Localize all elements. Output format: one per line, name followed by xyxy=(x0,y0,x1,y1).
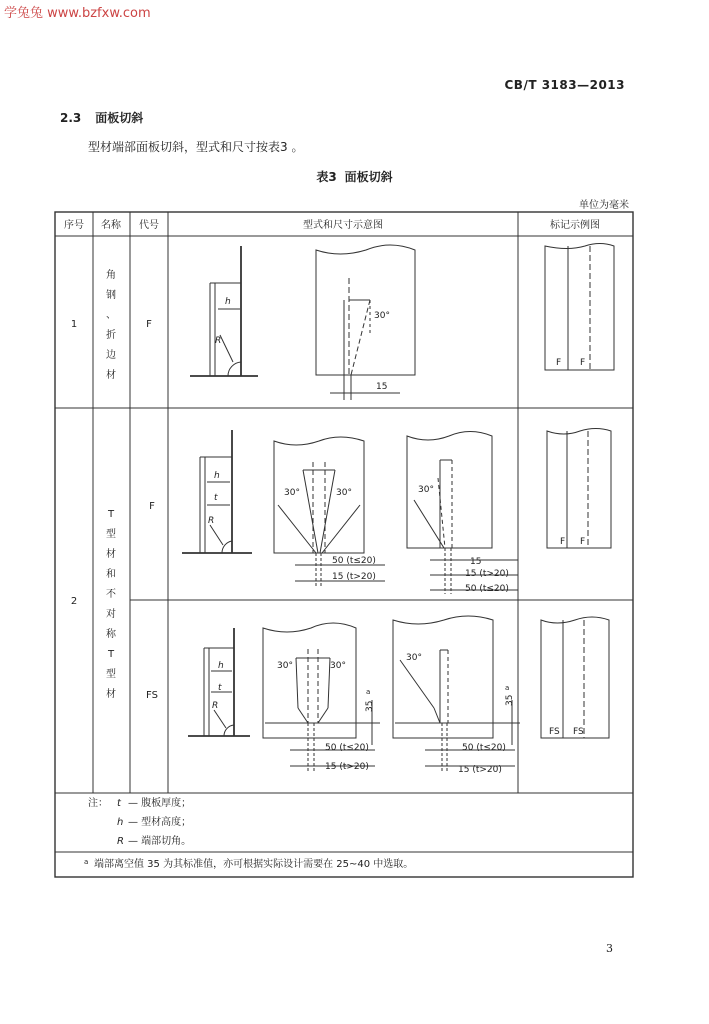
label-dim50: 50 (t≤20) xyxy=(462,743,506,753)
footnote-marker: a xyxy=(366,688,371,696)
row1-name-char: 、 xyxy=(106,310,116,321)
header-code: 代号 xyxy=(139,220,159,231)
label-r: R xyxy=(208,516,215,526)
header-seq: 序号 xyxy=(64,220,84,231)
label-30deg: 30° xyxy=(277,661,293,671)
section-title: 面板切斜 xyxy=(95,111,144,125)
label-dim15: 15 xyxy=(376,382,388,392)
label-r: R xyxy=(215,336,222,346)
row1-mark-f: F xyxy=(556,358,562,368)
label-30deg: 30° xyxy=(418,485,434,495)
row2-name-char: 材 xyxy=(106,689,116,700)
label-r: R xyxy=(212,701,219,711)
label-dim15gt: 15 (t>20) xyxy=(465,569,509,579)
row2-fs-t-section xyxy=(188,628,250,736)
label-dim35: 35 xyxy=(365,700,375,712)
row2-mark-fs: FS xyxy=(573,727,584,737)
page-number: 3 xyxy=(606,942,613,955)
header-figure: 型式和尺寸示意图 xyxy=(303,220,383,231)
label-30deg: 30° xyxy=(406,653,422,663)
row2-code-fs: FS xyxy=(146,690,158,701)
label-h: h xyxy=(225,297,231,307)
row2-fs-marking xyxy=(541,617,609,738)
label-30deg: 30° xyxy=(330,661,346,671)
row1-angle-section xyxy=(190,246,258,376)
label-dim15gt: 15 (t>20) xyxy=(325,762,369,772)
row2-name-char: T xyxy=(107,649,115,660)
intro-text: 型材端部面板切斜，型式和尺寸按表3 。 xyxy=(88,140,304,154)
row1-name-char: 折 xyxy=(106,330,116,341)
label-30deg: 30° xyxy=(336,488,352,498)
row1-name-char: 材 xyxy=(106,370,116,381)
row1-name-char: 边 xyxy=(106,350,116,361)
note-text: — 端部切角。 xyxy=(128,836,192,847)
row1-marking xyxy=(545,244,614,371)
header-marking: 标记示例图 xyxy=(550,220,600,231)
notes-label: 注： xyxy=(88,798,108,809)
row1-plate xyxy=(316,245,415,400)
label-dim50: 50 (t≤20) xyxy=(465,584,509,594)
row2-mark-f: F xyxy=(580,537,586,547)
label-dim15gt: 15 (t>20) xyxy=(458,765,502,775)
row2-name-char: T xyxy=(107,509,115,520)
label-dim50: 50 (t≤20) xyxy=(332,556,376,566)
row2-t-section xyxy=(182,430,252,553)
row1-code: F xyxy=(146,319,152,330)
table-number: 表3 xyxy=(316,170,337,184)
section-number: 2.3 xyxy=(60,111,82,125)
note-symbol: h xyxy=(117,817,124,828)
note-symbol: t xyxy=(117,798,121,809)
watermark: 学兔兔 www.bzfxw.com xyxy=(4,6,151,21)
note-symbol: R xyxy=(117,836,124,847)
row2-name-char: 型 xyxy=(106,529,116,540)
label-dim50: 50 (t≤20) xyxy=(325,743,369,753)
footnote-mark: a xyxy=(84,858,89,866)
row2-name-char: 型 xyxy=(106,669,116,680)
label-t: t xyxy=(218,683,222,693)
row2-name-char: 不 xyxy=(106,589,116,600)
label-dim15gt: 15 (t>20) xyxy=(332,572,376,582)
label-dim15: 15 xyxy=(470,557,482,567)
row2-name-char: 对 xyxy=(106,609,116,620)
standard-code: CB/T 3183—2013 xyxy=(504,78,625,92)
footnote-text: 端部离空值 35 为其标准值，亦可根据实际设计需要在 25~40 中选取。 xyxy=(94,859,414,870)
row2-f-marking xyxy=(547,429,611,549)
footnote-marker: a xyxy=(505,684,510,692)
row2-name-char: 和 xyxy=(106,569,116,580)
row2-mark-f: F xyxy=(560,537,566,547)
label-t: t xyxy=(214,493,218,503)
label-30deg: 30° xyxy=(374,311,390,321)
unit-note: 单位为毫米 xyxy=(579,200,629,211)
label-dim35: 35 xyxy=(505,694,515,706)
row2-name-char: 材 xyxy=(106,549,116,560)
row2-name-char: 称 xyxy=(106,629,116,640)
note-text: — 腹板厚度； xyxy=(128,798,192,809)
label-30deg: 30° xyxy=(284,488,300,498)
row1-mark-f: F xyxy=(580,358,586,368)
table-title: 面板切斜 xyxy=(344,170,393,184)
header-name: 名称 xyxy=(101,220,121,231)
row1-name-char: 钢 xyxy=(106,290,116,301)
row2-seq: 2 xyxy=(70,596,78,607)
note-text: — 型材高度； xyxy=(128,817,192,828)
row1-seq: 1 xyxy=(70,319,78,330)
row2-mark-fs: FS xyxy=(549,727,560,737)
row1-name-char: 角 xyxy=(106,270,116,281)
label-h: h xyxy=(218,661,224,671)
row2-code-f: F xyxy=(149,501,155,512)
label-h: h xyxy=(214,471,220,481)
